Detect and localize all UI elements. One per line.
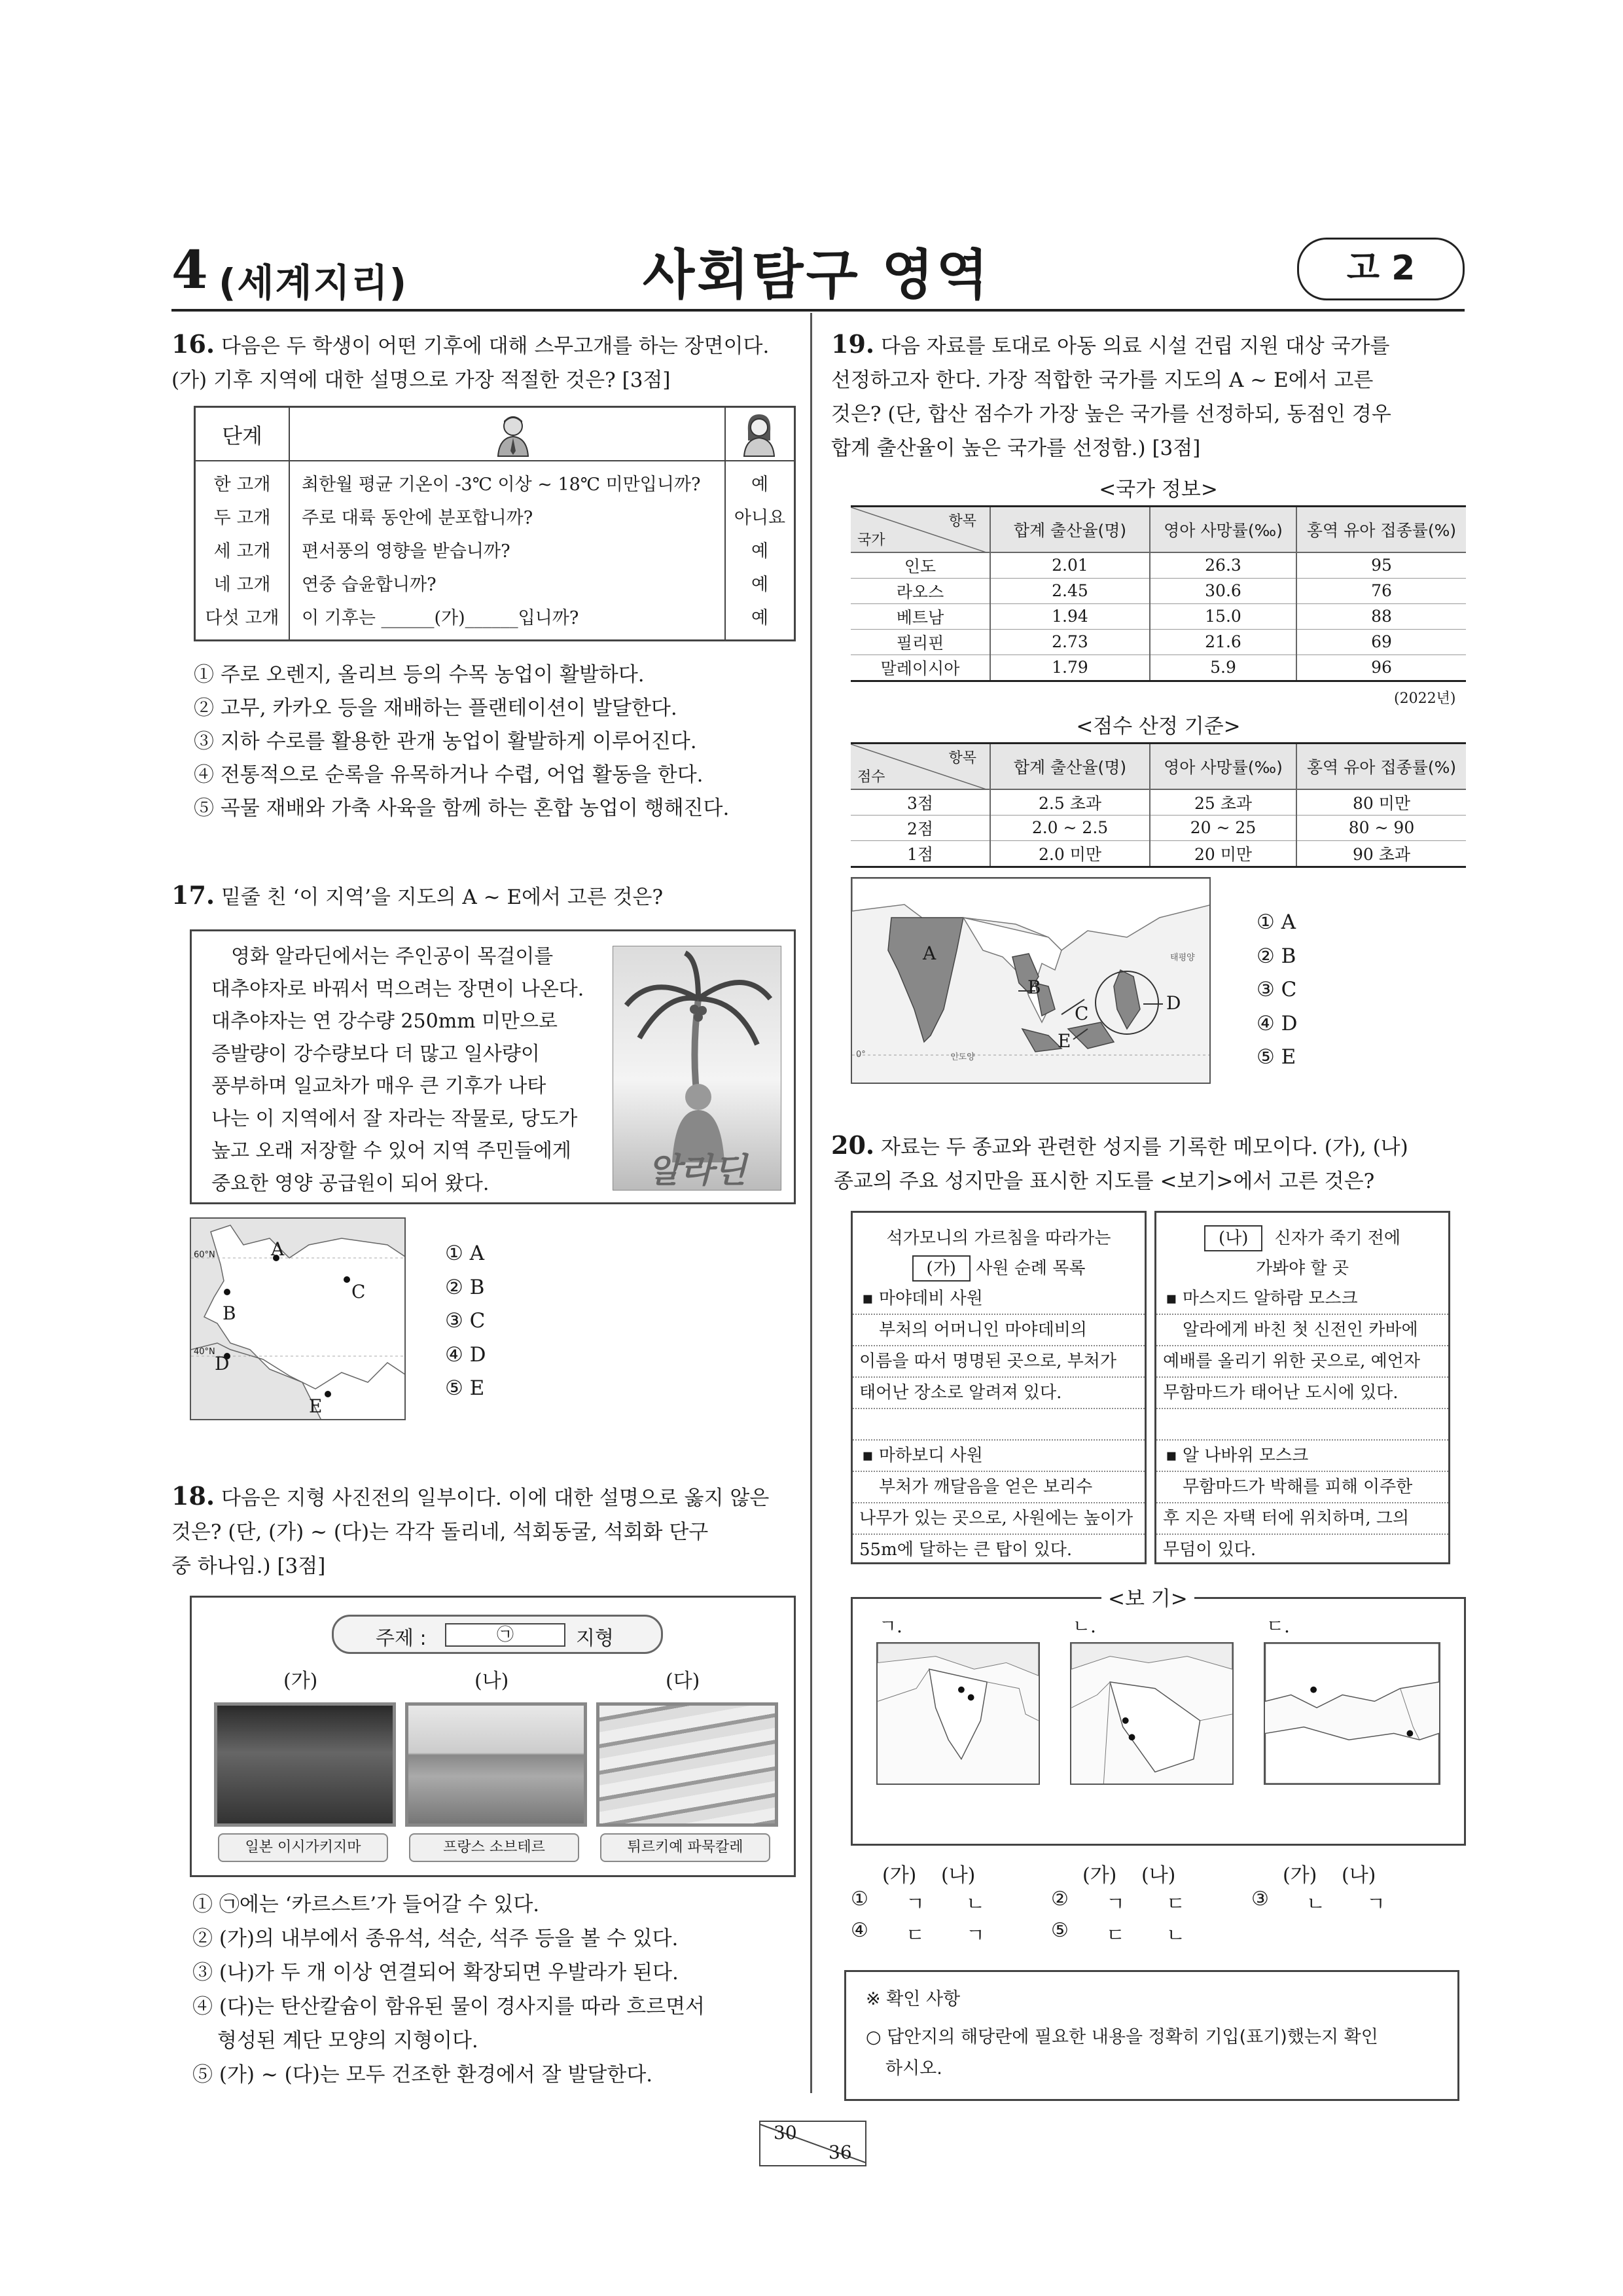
q16-option-2[interactable]: ② 고무, 카카오 등을 재배하는 플랜테이션이 발달한다.: [194, 696, 677, 720]
grade-badge: 고 2: [1297, 238, 1465, 300]
q19-options: [1257, 906, 1387, 1075]
q16-table: [194, 406, 796, 641]
q20-option-4[interactable]: ④ ㄷ ㄱ: [851, 1919, 985, 1947]
header: [171, 232, 1465, 311]
score-table: 항목 점수 합계 출산율(명) 영아 사망률(‰) 홍역 유아 접종률(%) 3점 2.5 초과 25 초과 80 미만 2점 2.0 ~ 2.5 20 ~ 25 80 ~ 90 1점 2.0 미만 20 미만 90 초과: [851, 742, 1466, 868]
score-row: 3점 2.5 초과 25 초과 80 미만: [851, 789, 1466, 816]
aladdin-poster: [613, 946, 781, 1191]
q20-option-5[interactable]: ⑤ ㄷ ㄴ: [1051, 1919, 1185, 1947]
q19-option-5[interactable]: ⑤ E: [1257, 1045, 1296, 1069]
map-label-c: C: [351, 1281, 366, 1302]
notice-box: ※ 확인 사항 ○ 답안지의 해당란에 필요한 내용을 정확히 기입(표기)했는지 확인 하시오.: [844, 1970, 1459, 2101]
country-row: 필리핀 2.73 21.6 69: [851, 629, 1466, 655]
question-19: 19. 다음 자료를 토대로 아동 의료 시설 건립 지원 대상 국가를 선정하고자 한다. 가장 적합한 국가를 지도의 A ~ E에서 고른 것은? (단, 합산 점수가 가장 높은 국가를 선정하되, 동점인 경우 합계 출산율이 높은 국가를 선정함.) [3점]: [831, 329, 1391, 460]
question-17: 17. 밑줄 친 ‘이 지역’을 지도의 A ~ E에서 고른 것은?: [171, 880, 664, 910]
q19-option-3[interactable]: ③ C: [1257, 978, 1297, 1001]
stage-header: 단계: [222, 423, 262, 448]
country-row: 인도 2.01 26.3 95: [851, 552, 1466, 579]
bogi-label-2: ㄴ.: [1073, 1615, 1096, 1637]
q16-row: 두 고개 주로 대륙 동안에 분포합니까? 아니요: [213, 508, 786, 528]
q18-option-3[interactable]: ③ (나)가 두 개 이상 연결되어 확장되면 우발라가 된다.: [192, 1961, 679, 1984]
bogi-label-3: ㄷ.: [1266, 1615, 1290, 1637]
photo-cave: [214, 1702, 396, 1827]
q16-option-5[interactable]: ⑤ 곡물 재배와 가축 사육을 함께 하는 혼합 농업이 행해진다.: [194, 797, 730, 820]
q18-option-4[interactable]: ④ (다)는 탄산칼슘이 함유된 물이 경사지를 따라 흐르면서: [192, 1995, 705, 2018]
bogi-title: <보 기>: [1101, 1582, 1194, 1611]
q17-option-4[interactable]: ④ D: [445, 1342, 486, 1367]
page-number: 4: [171, 239, 208, 300]
question-18: 18. 다음은 지형 사진전의 일부이다. 이에 대한 설명으로 옳지 않은 것은? (단, (가) ~ (다)는 각각 돌리네, 석회동굴, 석회화 단구 중 하나임.) [3점]: [171, 1481, 770, 1578]
q20-option-1[interactable]: ① ㄱ ㄴ: [851, 1888, 985, 1916]
lat-40: 40°N: [194, 1347, 215, 1357]
q18-photo-box: [190, 1596, 796, 1877]
bogi-map-mediterranean: [1264, 1642, 1440, 1785]
q18-option-2[interactable]: ② (가)의 내부에서 종유석, 석순, 석주 등을 볼 수 있다.: [192, 1927, 679, 1950]
photo-label-ga: (가): [283, 1670, 318, 1693]
q20-option-2[interactable]: ② ㄱ ㄷ: [1051, 1888, 1185, 1916]
q17-option-3[interactable]: ③ C: [445, 1309, 486, 1333]
info-title: <국가 정보>: [1099, 478, 1218, 501]
lat-60: 60°N: [194, 1250, 215, 1260]
header-rule: [171, 309, 1465, 312]
ocean-label-indian: 인도양: [950, 1052, 975, 1062]
page-current: 30: [774, 2122, 797, 2144]
poster-title: 알라딘: [647, 1151, 747, 1191]
map-label-a: A: [271, 1238, 285, 1260]
country-info-table: 항목 국가 합계 출산율(명) 영아 사망률(‰) 홍역 유아 접종률(%) 인도 2.01 26.3 95 라오스 2.45 30.6 76 베트남 1.94 15.0 88 필리핀 2.73 21.6 69 말레이시아 1.79 5.9 96: [851, 505, 1466, 682]
question-16: 16. 다음은 두 학생이 어떤 기후에 대해 스무고개를 하는 장면이다. (가) 기후 지역에 대한 설명으로 가장 적절한 것은? [3점]: [171, 329, 770, 392]
student-girl-icon: [736, 412, 782, 457]
map-label-e: E: [309, 1395, 323, 1417]
memo-blank-na: (나): [1204, 1225, 1262, 1251]
q16-row: 한 고개 최한월 평균 기온이 -3℃ 이상 ~ 18℃ 미만입니까? 예: [213, 475, 769, 495]
question-20: 20. 자료는 두 종교와 관련한 성지를 기록한 메모이다. (가), (나) 종교의 주요 성지만을 표시한 지도를 <보기>에서 고른 것은?: [831, 1130, 1408, 1193]
q20-answer-grid: (가) (나) (가) (나) (가) (나) ① ㄱ ㄴ ② ㄱ ㄷ ③ ㄴ ㄱ ④ ㄷ ㄱ ⑤ ㄷ ㄴ: [851, 1859, 1466, 1944]
q17-option-5[interactable]: ⑤ E: [445, 1376, 485, 1400]
bogi-label-1: ㄱ.: [879, 1615, 902, 1637]
notice-title: ※ 확인 사항: [866, 1989, 961, 2009]
map-label-d: D: [1166, 992, 1181, 1014]
photo-label-da: (다): [666, 1670, 700, 1693]
bogi-map-south-asia: [876, 1642, 1040, 1785]
q19-option-1[interactable]: ① A: [1257, 910, 1296, 934]
photo-doline: [405, 1702, 587, 1827]
q16-row: 네 고개 연중 습윤합니까? 예: [213, 575, 769, 595]
theme-blank: ㉠: [445, 1623, 565, 1647]
memo-buddhism: 석가모니의 가르침을 따라가는 (가) 사원 순례 목록 ▪ 마야데비 사원 부처의 어머니인 마야데비의 이름을 따서 명명된 곳으로, 부처가 태어난 장소로 알려져 있다. ▪ 마하보디 사원 부처가 깨달음을 얻은 보리수 나무가 있는 곳으로, 사원에는 높이가 55m에 달하는 큰 탑이 있다.: [851, 1211, 1147, 1564]
equator-label: 0°: [856, 1050, 866, 1060]
q17-option-1[interactable]: ① A: [445, 1242, 485, 1265]
page-title: 사회탐구 영역: [643, 244, 991, 306]
map-label-b: B: [223, 1302, 236, 1324]
q18-option-4-cont: 형성된 계단 모양의 지형이다.: [217, 2029, 478, 2053]
q16-option-4[interactable]: ④ 전통적으로 순록을 유목하거나 수렵, 어업 활동을 한다.: [194, 763, 704, 787]
country-row: 베트남 1.94 15.0 88: [851, 603, 1466, 629]
bogi-map-arabia: [1070, 1642, 1234, 1785]
ocean-label-pacific: 태평양: [1170, 953, 1195, 963]
country-row: 말레이시아 1.79 5.9 96: [851, 655, 1466, 681]
map-label-a: A: [923, 942, 936, 964]
year-note: (2022년): [1394, 691, 1456, 707]
q17-options: [445, 1237, 576, 1406]
caption-1: 일본 이시가키지마: [218, 1833, 388, 1862]
student-boy-icon: [490, 412, 536, 457]
photo-terrace: [596, 1702, 778, 1827]
score-row: 2점 2.0 ~ 2.5 20 ~ 25 80 ~ 90: [851, 815, 1466, 840]
q17-option-2[interactable]: ② B: [445, 1275, 485, 1299]
q16-row: 다섯 고개 이 기후는 ______(가)______입니까? 예: [205, 608, 769, 628]
caption-2: 프랑스 소브테르: [409, 1833, 579, 1862]
memo-blank-ga: (가): [912, 1255, 971, 1282]
page-footer: [759, 2121, 866, 2166]
q16-option-1[interactable]: ① 주로 오렌지, 올리브 등의 수목 농업이 활발하다.: [194, 663, 645, 687]
map-label-c: C: [1075, 1003, 1089, 1024]
score-row: 1점 2.0 미만 20 미만 90 초과: [851, 840, 1466, 867]
memo-islam: (나) 신자가 죽기 전에 가봐야 할 곳 ▪ 마스지드 알하람 모스크 알라에게 바친 첫 신전인 카바에 예배를 올리기 위한 곳으로, 예언자 무함마드가 태어난 도시에 있다. ▪ 알 나바위 모스크 무함마드가 박해를 피해 이주한 후 지은 자택 터에 위치하며, 그의 무덤이 있다.: [1154, 1211, 1450, 1564]
map-label-d: D: [215, 1353, 230, 1374]
bogi-box: [851, 1587, 1466, 1846]
map-label-b: B: [1027, 977, 1041, 998]
q19-option-4[interactable]: ④ D: [1257, 1011, 1298, 1035]
q17-passage-box: 영화 알라딘에서는 주인공이 목걸이를 대추야자로 바꿔서 먹으려는 장면이 나온다. 대추야자는 연 강수량 250mm 미만으로 증발량이 강수량보다 더 많고 일사량이 풍부하며 일교차가 매우 큰 기후가 나타 나는 이 지역에서 잘 자라는 작물로, 당도가 높고 오래 저장할 수 있어 지역 주민들에게 중요한 영양 공급원이 되어 왔다. 알라딘: [190, 929, 796, 1204]
q20-option-3[interactable]: ③ ㄴ ㄱ: [1251, 1888, 1385, 1916]
q16-options: [194, 658, 802, 825]
q18-option-5[interactable]: ⑤ (가) ~ (다)는 모두 건조한 환경에서 잘 발달한다.: [192, 2063, 653, 2087]
q18-options: [192, 1888, 801, 2092]
theme-banner: 주제 : ㉠ 지형: [332, 1615, 663, 1654]
country-row: 라오스 2.45 30.6 76: [851, 578, 1466, 603]
q16-option-3[interactable]: ③ 지하 수로를 활용한 관개 농업이 활발하게 이루어진다.: [194, 730, 697, 753]
q16-row: 세 고개 편서풍의 영향을 받습니까? 예: [213, 541, 769, 562]
q17-map: [190, 1217, 406, 1420]
map-label-e: E: [1058, 1030, 1071, 1052]
caption-3: 튀르키예 파묵칼레: [600, 1833, 770, 1862]
page-total: 36: [829, 2142, 852, 2163]
column-divider: [810, 313, 812, 2093]
q18-option-1[interactable]: ① ㉠에는 ‘카르스트’가 들어갈 수 있다.: [192, 1893, 540, 1916]
photo-label-na: (나): [474, 1670, 509, 1693]
q19-map: [851, 877, 1211, 1084]
subject-label: (세계지리): [219, 260, 408, 305]
score-title: <점수 산정 기준>: [1076, 715, 1241, 738]
q19-option-2[interactable]: ② B: [1257, 944, 1296, 968]
